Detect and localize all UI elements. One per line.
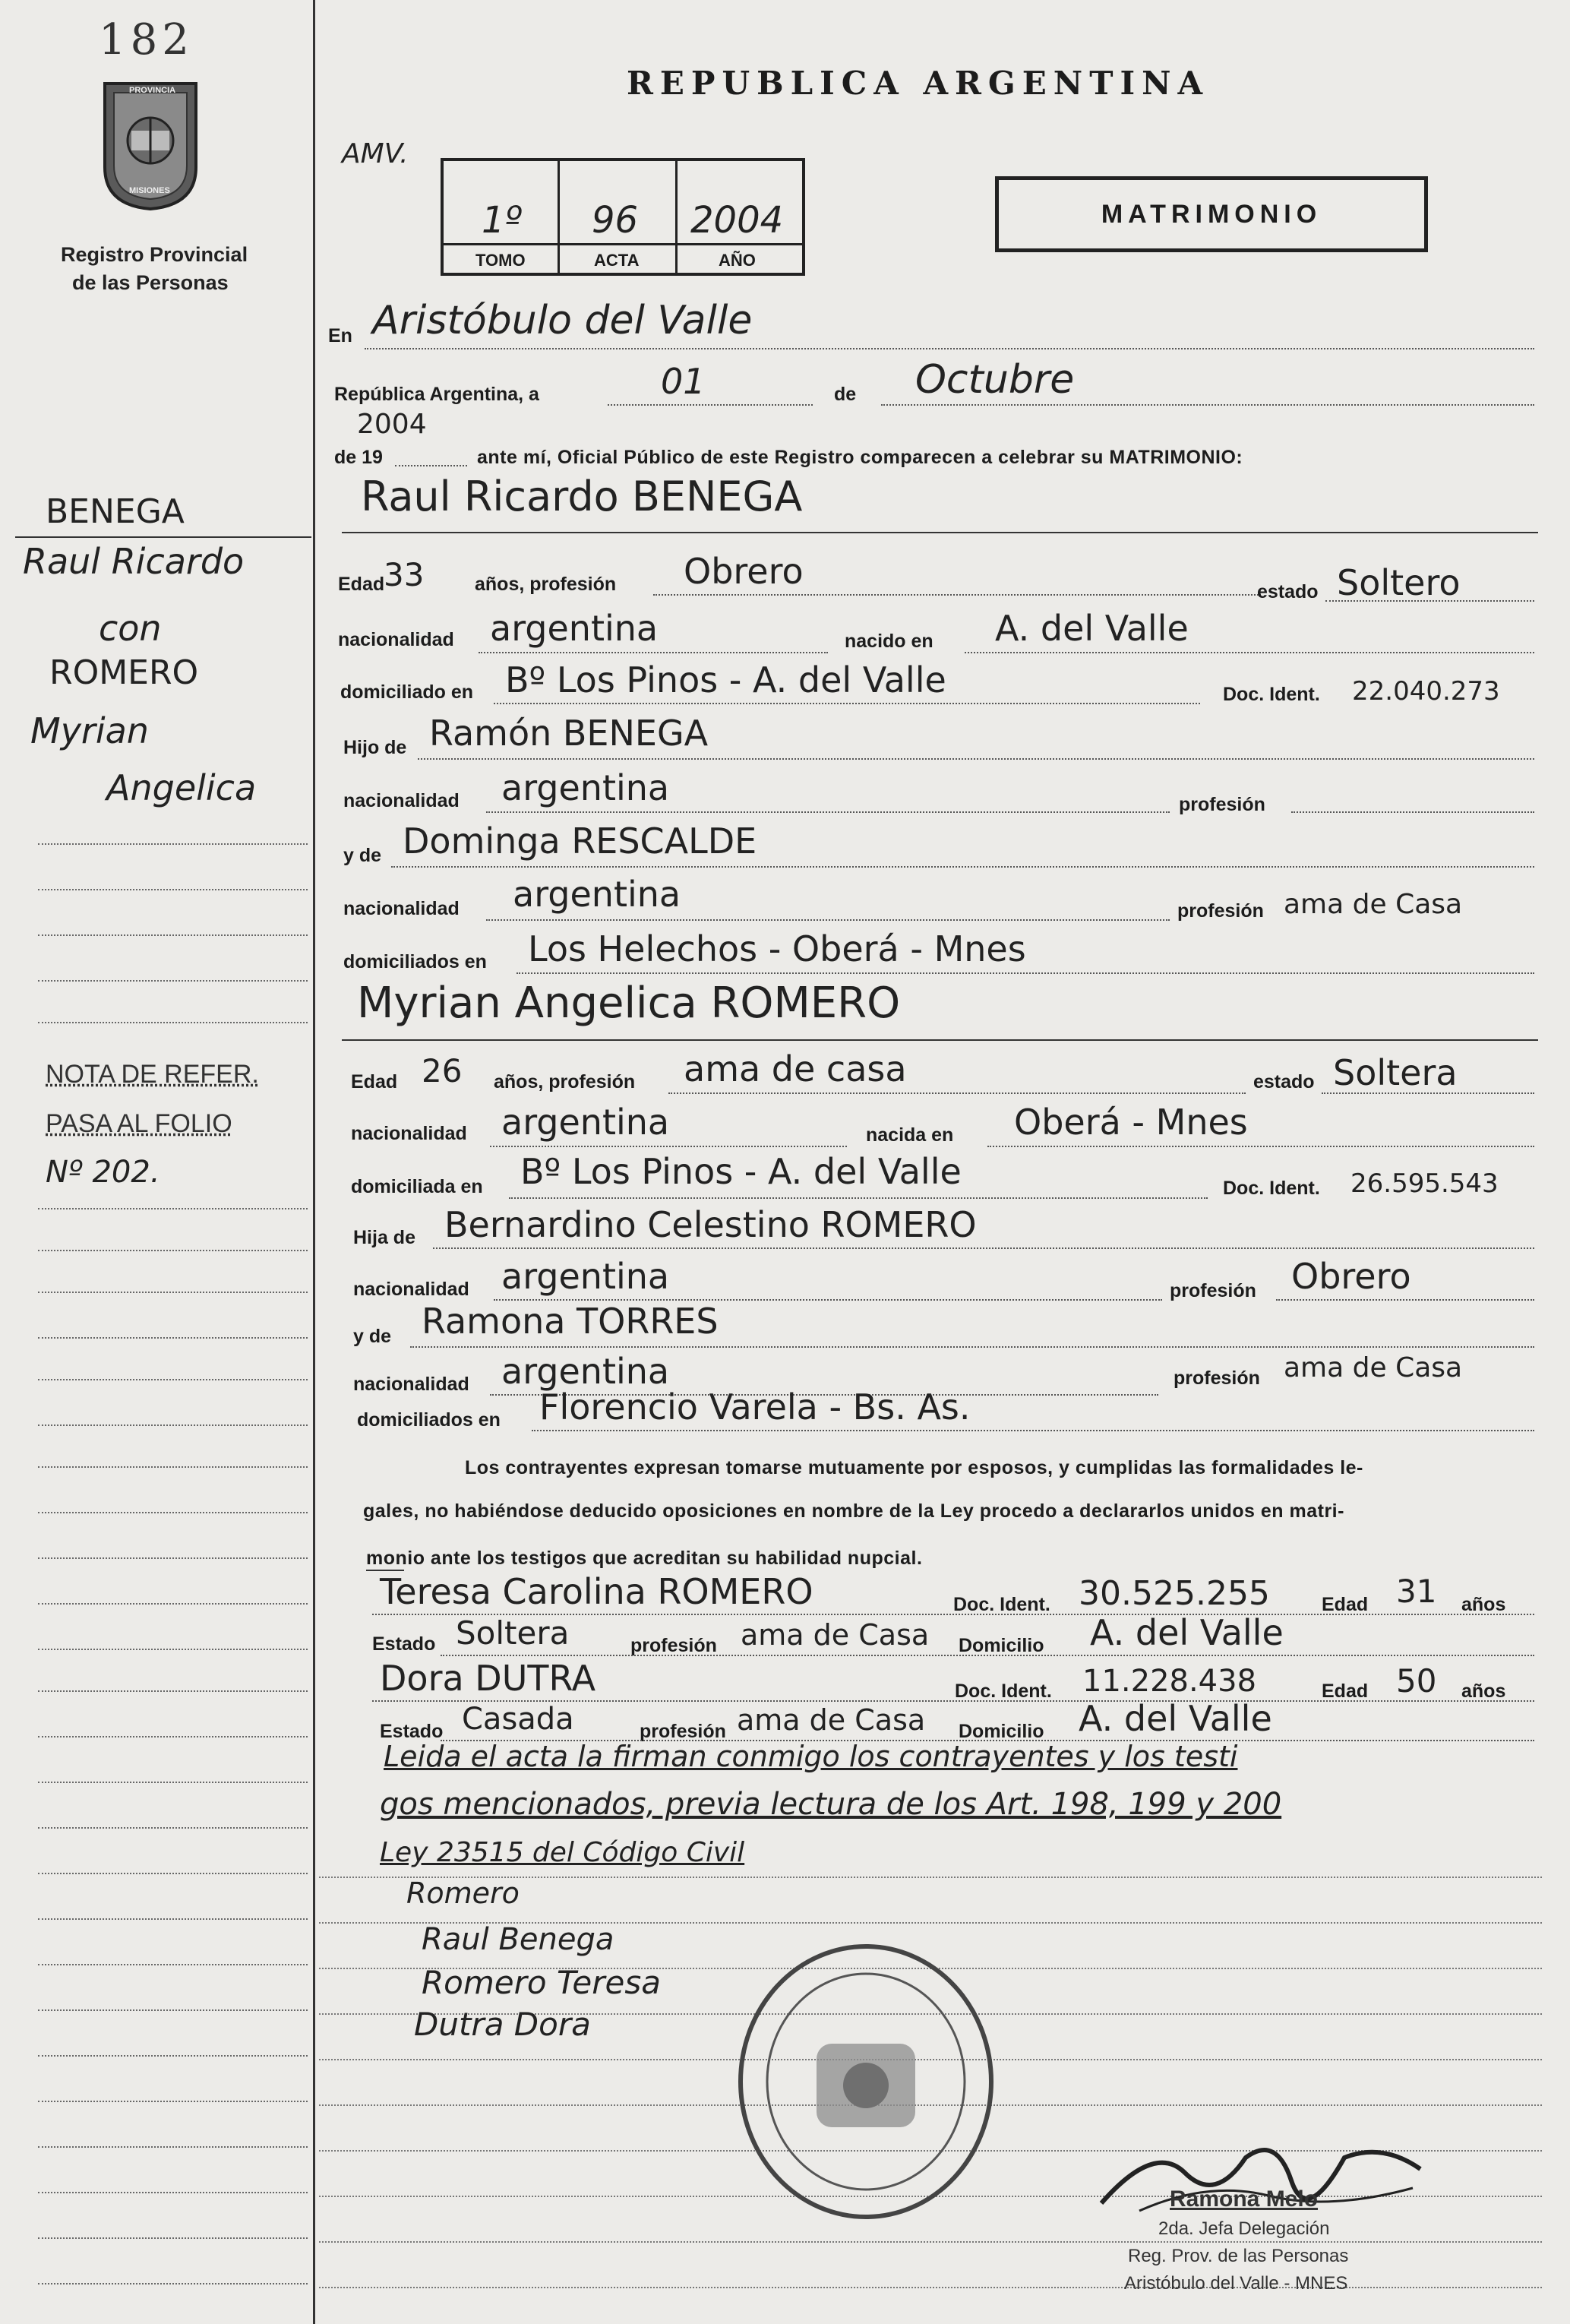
- groom-father-nat-label: nacionalidad: [343, 790, 460, 811]
- signature-1: Romero: [406, 1877, 520, 1910]
- bride-mother-profession: ama de Casa: [1284, 1352, 1463, 1383]
- book-reference-box: [441, 158, 805, 276]
- act-type-label: MATRIMONIO: [1101, 200, 1322, 229]
- official-office: Reg. Prov. de las Personas: [1128, 2246, 1349, 2266]
- witness1-prof-label: profesión: [630, 1635, 717, 1656]
- groom-doc: 22.040.273: [1352, 676, 1500, 707]
- bride-y-de-label: y de: [353, 1326, 392, 1347]
- groom-profession: Obrero: [684, 551, 804, 592]
- margin-surname-bride: ROMERO: [49, 653, 199, 692]
- witness2-prof-label: profesión: [640, 1721, 726, 1742]
- republica-label: República Argentina, a: [334, 384, 539, 405]
- tomo-label: TOMO: [475, 251, 526, 270]
- groom-nationality: argentina: [490, 608, 659, 649]
- registry-name-line2: de las Personas: [72, 271, 229, 294]
- bride-doc-label: Doc. Ident.: [1223, 1178, 1320, 1199]
- groom-father: Ramón BENEGA: [429, 713, 709, 754]
- signature-4: Dutra Dora: [414, 2006, 591, 2043]
- groom-parents-dom-label: domiciliados en: [343, 951, 487, 972]
- witness2-edad-label: Edad: [1322, 1681, 1369, 1702]
- witness1-doc: 30.525.255: [1079, 1574, 1270, 1613]
- declaration-line2: gales, no habiéndose deducido oposiciones en nombre de la Ley procedo a declararlos unidos en matri-: [363, 1500, 1344, 1522]
- margin-name-groom: Raul Ricardo: [23, 541, 245, 582]
- groom-name: Raul Ricardo BENEGA: [361, 473, 803, 520]
- groom-father-prof-label: profesión: [1179, 794, 1265, 815]
- bride-estado-label: estado: [1253, 1071, 1315, 1092]
- bride-mother: Ramona TORRES: [422, 1301, 719, 1342]
- bride-nationality-label: nacionalidad: [351, 1123, 467, 1144]
- ano-label: AÑO: [719, 251, 756, 270]
- margin-name-bride: Myrian: [30, 710, 149, 751]
- de-month-label: de: [834, 384, 857, 405]
- ante-text: ante mí, Oficial Público de este Registro comparecen a celebrar su MATRIMONIO:: [477, 447, 1243, 468]
- groom-mother-prof-label: profesión: [1177, 900, 1264, 922]
- bride-hija-label: Hija de: [353, 1227, 415, 1248]
- bride-address: Bº Los Pinos - A. del Valle: [520, 1151, 962, 1192]
- groom-birthplace: A. del Valle: [995, 608, 1189, 649]
- witness2-name: Dora DUTRA: [380, 1658, 596, 1699]
- bride-mother-nationality: argentina: [501, 1351, 670, 1392]
- witness1-estado-label: Estado: [372, 1633, 436, 1655]
- groom-doc-label: Doc. Ident.: [1223, 684, 1320, 705]
- de-year-label: de 19: [334, 447, 383, 468]
- witness1-age: 31: [1396, 1573, 1437, 1610]
- day-value: 01: [661, 361, 706, 402]
- margin-note-line1: NOTA DE REFER.: [46, 1060, 259, 1089]
- year-handwritten: 2004: [357, 409, 427, 440]
- bride-name: Myrian Angelica ROMERO: [357, 979, 901, 1028]
- official-name: Ramona Melo: [1170, 2186, 1319, 2212]
- acta-label: ACTA: [594, 251, 640, 270]
- groom-parents-address: Los Helechos - Oberá - Mnes: [528, 928, 1026, 969]
- groom-age: 33: [384, 556, 425, 593]
- witness2-anos-label: años: [1461, 1681, 1506, 1702]
- groom-nationality-label: nacionalidad: [338, 629, 454, 650]
- groom-mother-profession: ama de Casa: [1284, 889, 1463, 920]
- groom-anos-profesion-label: años, profesión: [475, 574, 617, 595]
- groom-mother-nationality: argentina: [513, 874, 681, 915]
- act-type-box: [995, 176, 1428, 252]
- en-label: En: [328, 325, 352, 346]
- month-value: Octubre: [915, 357, 1075, 403]
- closing-line1: Leida el acta la firman conmigo los contrayentes y los testi: [384, 1740, 1238, 1773]
- margin-note-line3: Nº 202.: [46, 1155, 160, 1190]
- groom-address: Bº Los Pinos - A. del Valle: [505, 659, 946, 700]
- bride-edad-label: Edad: [351, 1071, 398, 1092]
- declaration-line3: monio ante los testigos que acreditan su habilidad nupcial.: [366, 1548, 923, 1569]
- witness1-dom-label: Domicilio: [959, 1635, 1044, 1656]
- margin-name-bride-2: Angelica: [106, 767, 257, 808]
- official-place: Aristóbulo del Valle - MNES: [1124, 2273, 1348, 2294]
- country-title: REPUBLICA ARGENTINA: [627, 65, 1210, 102]
- bride-anos-profesion-label: años, profesión: [494, 1071, 636, 1092]
- witness2-age: 50: [1396, 1662, 1437, 1700]
- groom-y-de-label: y de: [343, 845, 382, 866]
- witness2-doc: 11.228.438: [1082, 1664, 1257, 1699]
- bride-nationality: argentina: [501, 1102, 670, 1143]
- acta-value: 96: [592, 199, 639, 242]
- registry-name-line1: Registro Provincial: [61, 243, 248, 266]
- signature-2: Raul Benega: [422, 1922, 614, 1957]
- groom-father-nationality: argentina: [501, 767, 670, 808]
- seal-text-bottom: MISIONES: [129, 186, 170, 195]
- groom-nacido-label: nacido en: [845, 631, 933, 652]
- witness2-civil-state: Casada: [462, 1702, 574, 1737]
- groom-mother: Dominga RESCALDE: [403, 821, 757, 862]
- witness1-anos-label: años: [1461, 1594, 1506, 1615]
- place-value: Aristóbulo del Valle: [372, 298, 753, 343]
- witness2-estado-label: Estado: [380, 1721, 444, 1742]
- groom-mother-nat-label: nacionalidad: [343, 898, 460, 919]
- bride-father: Bernardino Celestino ROMERO: [444, 1204, 977, 1245]
- seal-text-top: PROVINCIA: [129, 86, 176, 95]
- bride-doc: 26.595.543: [1350, 1168, 1499, 1199]
- ano-value: 2004: [690, 199, 784, 242]
- witness1-address: A. del Valle: [1090, 1612, 1284, 1653]
- bride-father-prof-label: profesión: [1170, 1280, 1256, 1301]
- bride-mother-nat-label: nacionalidad: [353, 1374, 469, 1395]
- witness2-dom-label: Domicilio: [959, 1721, 1044, 1742]
- bride-profession: ama de casa: [684, 1048, 907, 1089]
- witness1-edad-label: Edad: [1322, 1594, 1369, 1615]
- witness1-doc-label: Doc. Ident.: [953, 1594, 1050, 1615]
- margin-surname-groom: BENEGA: [46, 492, 185, 531]
- left-column-rule: [313, 0, 315, 2324]
- bride-nacida-label: nacida en: [866, 1124, 954, 1146]
- bride-father-profession: Obrero: [1291, 1256, 1411, 1297]
- declaration-line1: Los contrayentes expresan tomarse mutuamente por esposos, y cumplidas las formalidades le-: [465, 1457, 1363, 1478]
- witness2-doc-label: Doc. Ident.: [955, 1681, 1052, 1702]
- witness1-civil-state: Soltera: [456, 1614, 570, 1652]
- official-round-seal-icon: [729, 1937, 1003, 2226]
- bride-domiciliada-label: domiciliada en: [351, 1176, 483, 1197]
- amv-handwritten-mark: AMV.: [342, 138, 409, 169]
- folio-number: 182: [99, 15, 194, 65]
- bride-father-nationality: argentina: [501, 1256, 670, 1297]
- groom-edad-label: Edad: [338, 574, 385, 595]
- witness2-address: A. del Valle: [1079, 1698, 1272, 1739]
- groom-hijo-label: Hijo de: [343, 737, 407, 758]
- closing-line3: Ley 23515 del Código Civil: [380, 1837, 745, 1868]
- official-title: 2da. Jefa Delegación: [1158, 2218, 1330, 2239]
- bride-parents-dom-label: domiciliados en: [357, 1409, 501, 1431]
- witness1-profession: ama de Casa: [741, 1618, 930, 1652]
- tomo-value: 1º: [482, 199, 523, 242]
- groom-civil-state: Soltero: [1337, 562, 1461, 603]
- witness2-profession: ama de Casa: [737, 1703, 926, 1737]
- bride-birthplace: Oberá - Mnes: [1014, 1102, 1248, 1143]
- bride-age: 26: [422, 1052, 463, 1089]
- bride-father-nat-label: nacionalidad: [353, 1279, 469, 1300]
- signature-3: Romero Teresa: [422, 1964, 661, 2001]
- margin-note-line2: PASA AL FOLIO: [46, 1109, 232, 1138]
- groom-domiciliado-label: domiciliado en: [340, 681, 474, 703]
- bride-mother-prof-label: profesión: [1174, 1368, 1260, 1389]
- bride-parents-address: Florencio Varela - Bs. As.: [539, 1386, 971, 1428]
- margin-con: con: [99, 608, 162, 649]
- witness1-name: Teresa Carolina ROMERO: [380, 1571, 813, 1612]
- groom-estado-label: estado: [1257, 581, 1319, 602]
- bride-civil-state: Soltera: [1333, 1052, 1458, 1093]
- closing-line2: gos mencionados, previa lectura de los Art. 198, 199 y 200: [380, 1787, 1282, 1822]
